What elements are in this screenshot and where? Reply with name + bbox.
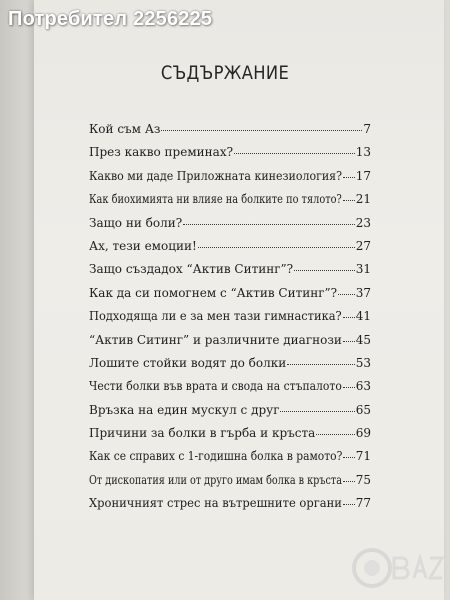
toc-entry-title: “Актив Ситинг” и различните диагнози bbox=[89, 332, 342, 347]
toc-entry-page: 71 bbox=[355, 449, 371, 464]
toc-entry-title: Кой съм Аз bbox=[89, 122, 161, 136]
toc-entry-title: Как се справих с 1-годишна болка в рамото? bbox=[89, 449, 343, 464]
toc-dot-leader bbox=[343, 503, 355, 505]
toc-dot-leader bbox=[198, 246, 355, 248]
toc-dot-leader bbox=[343, 456, 354, 458]
toc-entry-page: 23 bbox=[355, 215, 371, 230]
toc-entry-title: През какво преминах? bbox=[89, 145, 234, 160]
toc-entry-page: 27 bbox=[355, 238, 371, 253]
toc-list bbox=[89, 122, 371, 520]
bazar-logo bbox=[350, 546, 446, 590]
toc-title: СЪДЪРЖАНИЕ bbox=[160, 62, 290, 84]
toc-dot-leader bbox=[234, 152, 355, 154]
toc-dot-leader bbox=[343, 199, 355, 201]
toc-entry-title: Защо ни боли? bbox=[89, 215, 183, 230]
toc-dot-leader bbox=[280, 410, 354, 412]
toc-dot-leader bbox=[343, 386, 355, 388]
toc-entry-title: Какво ми даде Приложната кинезиология? bbox=[89, 168, 343, 183]
toc-dot-leader bbox=[343, 340, 355, 342]
toc-entry bbox=[89, 473, 371, 496]
toc-entry-title: Лошите стойки водят до болки bbox=[89, 355, 287, 370]
toc-entry-page: 63 bbox=[355, 379, 371, 394]
toc-entry-title: Как да си помогнем с “Актив Ситинг”? bbox=[89, 285, 338, 300]
toc-entry bbox=[89, 145, 371, 168]
toc-entry-page: 69 bbox=[355, 426, 371, 441]
toc-entry bbox=[89, 169, 371, 192]
toc-entry-page: 75 bbox=[355, 472, 371, 487]
toc-entry-title: Връзка на един мускул с друг bbox=[89, 402, 280, 417]
toc-dot-leader bbox=[161, 129, 362, 131]
toc-entry bbox=[89, 356, 371, 379]
toc-entry bbox=[89, 192, 371, 215]
toc-entry bbox=[89, 286, 371, 309]
toc-dot-leader bbox=[343, 176, 355, 178]
toc-dot-leader bbox=[343, 316, 355, 318]
toc-entry bbox=[89, 449, 371, 472]
toc-entry-title: От дископатия или от друго имам болка в кръста bbox=[89, 472, 342, 487]
toc-entry-title: Хроничният стрес на вътрешните органи bbox=[89, 496, 342, 511]
toc-dot-leader bbox=[316, 433, 354, 435]
toc-dot-leader bbox=[343, 480, 355, 482]
toc-entry-title: Причини за болки в гърба и кръста bbox=[89, 426, 316, 441]
toc-dot-leader bbox=[294, 269, 355, 271]
toc-entry-page: 65 bbox=[355, 402, 371, 417]
toc-entry bbox=[89, 333, 371, 356]
toc-entry-page: 17 bbox=[355, 168, 371, 183]
toc-entry-page: 53 bbox=[355, 355, 371, 370]
toc-entry bbox=[89, 426, 371, 449]
toc-entry bbox=[89, 496, 371, 519]
toc-entry-title: Ах, тези емоции! bbox=[89, 238, 197, 253]
toc-entry-title: Чести болки във врата и свода на стъпалото bbox=[89, 379, 342, 394]
toc-entry bbox=[89, 403, 371, 426]
toc-entry-title: Защо създадох “Актив Ситинг”? bbox=[89, 262, 294, 277]
toc-entry bbox=[89, 216, 371, 239]
toc-entry-title: Как биохимията ни влияе на болките по тялото? bbox=[89, 192, 342, 207]
toc-entry-page: 7 bbox=[363, 122, 371, 136]
toc-entry-page: 77 bbox=[355, 496, 371, 511]
toc-entry-page: 41 bbox=[355, 309, 371, 324]
toc-entry bbox=[89, 262, 371, 285]
toc-dot-leader bbox=[287, 363, 354, 365]
toc-entry-page: 37 bbox=[355, 285, 371, 300]
toc-dot-leader bbox=[183, 223, 355, 225]
toc-entry-title: Подходяща ли е за мен тази гимнастика? bbox=[89, 309, 342, 324]
user-label: Потребител 2256225 bbox=[8, 8, 213, 30]
toc-entry-page: 45 bbox=[355, 332, 371, 347]
toc-entry bbox=[89, 309, 371, 332]
toc-entry bbox=[89, 122, 371, 145]
toc-dot-leader bbox=[338, 293, 355, 295]
toc-entry-page: 31 bbox=[355, 262, 371, 277]
toc-entry-page: 21 bbox=[355, 192, 371, 207]
toc-entry-page: 13 bbox=[355, 145, 371, 160]
toc-entry bbox=[89, 379, 371, 402]
toc-entry bbox=[89, 239, 371, 262]
